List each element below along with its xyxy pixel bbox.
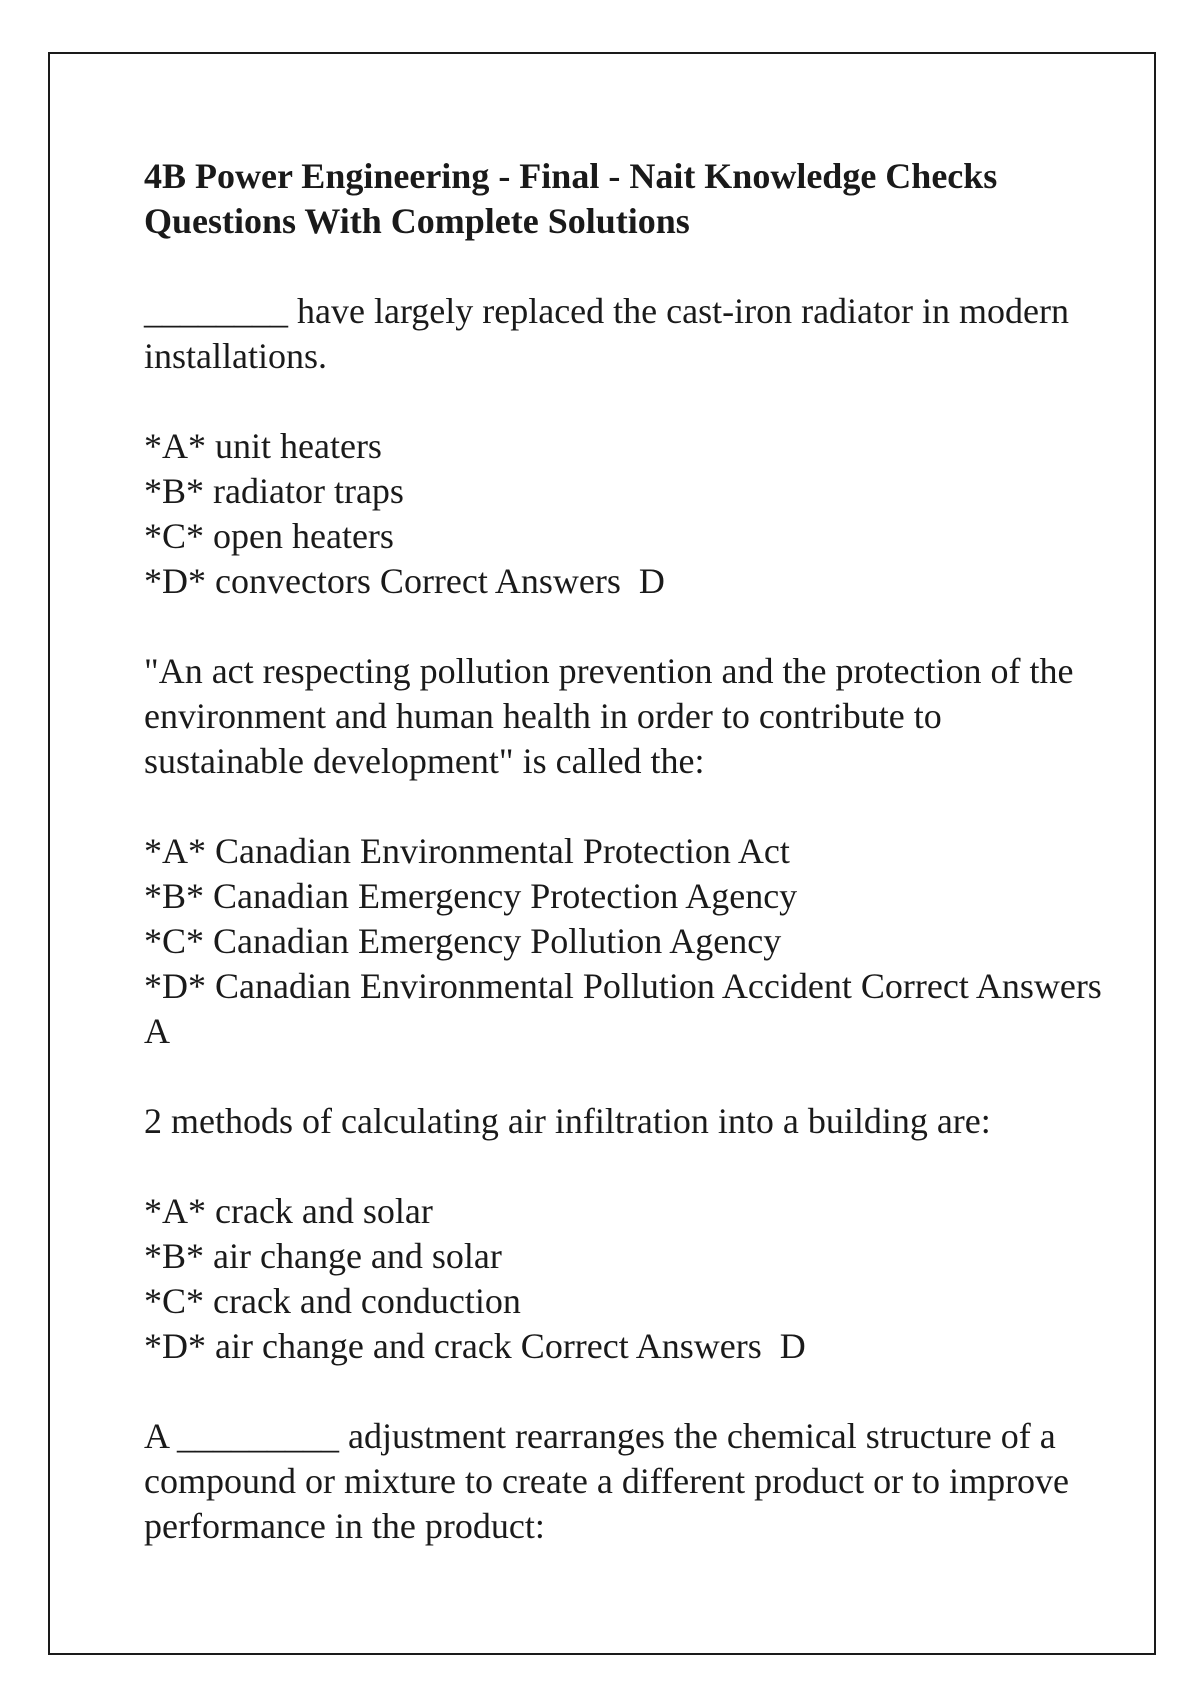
question-1-option-d: *D* convectors Correct Answers D [144, 561, 665, 601]
question-2-option-c: *C* Canadian Emergency Pollution Agency [144, 921, 782, 961]
question-2-option-d: *D* Canadian Environmental Pollution Accident Correct Answers A [144, 966, 1118, 1051]
question-3-options [144, 1189, 1104, 1369]
question-1-option-a: *A* unit heaters [144, 426, 382, 466]
document-title: 4B Power Engineering - Final - Nait Knowledge Checks Questions With Complete Solutions [144, 156, 998, 241]
question-4-prompt: A _________ adjustment rearranges the chemical structure of a compound or mixture to create a different product or to improve performance in the product: [144, 1416, 1070, 1546]
question-2-prompt: "An act respecting pollution prevention and the protection of the environment and human health in order to contribute to sustainable development" is called the: [144, 651, 1074, 781]
question-1-option-b: *B* radiator traps [144, 471, 404, 511]
document-page [48, 52, 1156, 1655]
question-2-option-a: *A* Canadian Environmental Protection Act [144, 831, 790, 871]
question-1-prompt: ________ have largely replaced the cast-iron radiator in modern installations. [144, 291, 1069, 376]
question-1-option-c: *C* open heaters [144, 516, 394, 556]
question-1-options [144, 424, 1104, 604]
document-content [144, 154, 1118, 1549]
question-3-prompt: 2 methods of calculating air infiltration into a building are: [144, 1101, 991, 1141]
question-3-option-d: *D* air change and crack Correct Answers D [144, 1326, 806, 1366]
question-2-option-b: *B* Canadian Emergency Protection Agency [144, 876, 798, 916]
question-3-option-a: *A* crack and solar [144, 1191, 433, 1231]
question-3-option-b: *B* air change and solar [144, 1236, 502, 1276]
question-3-option-c: *C* crack and conduction [144, 1281, 521, 1321]
question-2-options [144, 829, 1118, 1054]
